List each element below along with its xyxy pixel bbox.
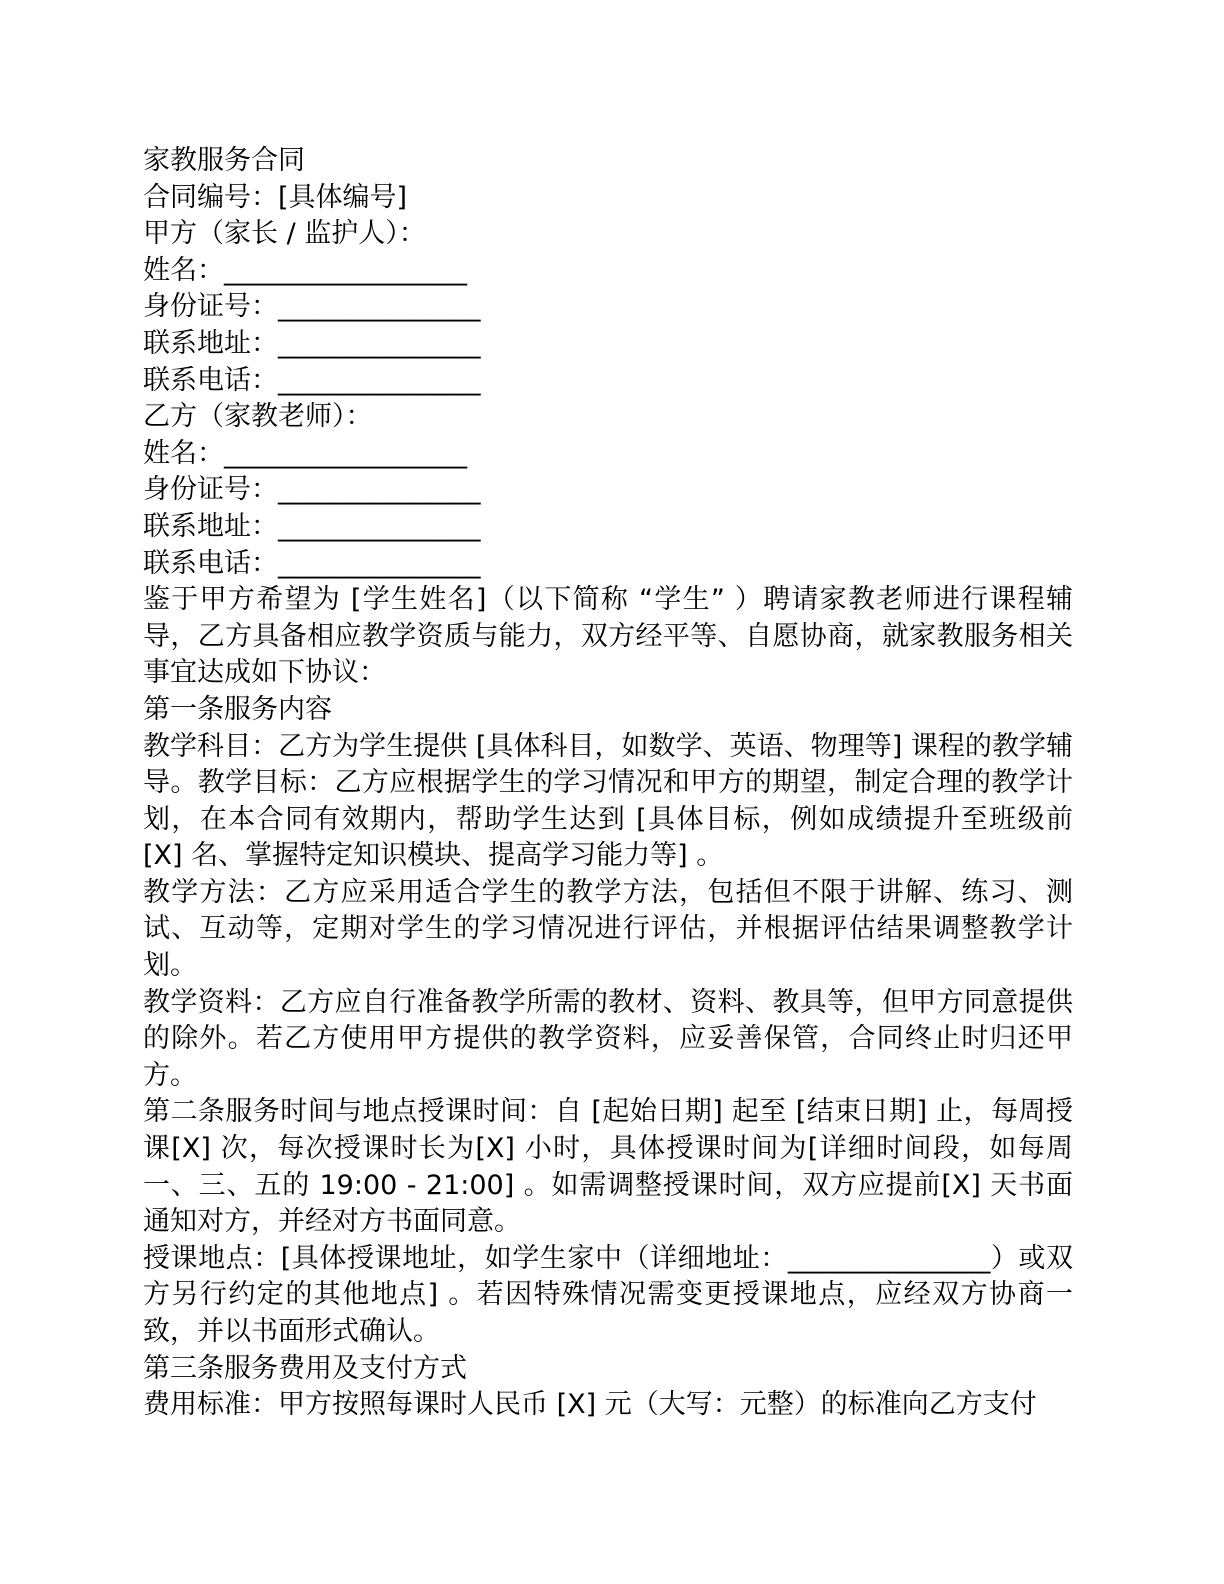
article-3-fee-paragraph: 费用标准：甲方按照每课时人民币 [X] 元（大写：元整）的标准向乙方支付	[143, 1389, 1037, 1421]
article-1-materials-paragraph: 教学资料：乙方应自行准备教学所需的教材、资料、教具等，但甲方同意提供的除外。若乙方使用甲方提供的教学资料，应妥善保管，合同终止时归还甲方。	[143, 986, 1073, 1091]
article-3-heading: 第三条服务费用及支付方式	[143, 1352, 467, 1384]
party-a-name-field: 姓名：__________________	[143, 254, 467, 286]
document-title: 家教服务合同	[143, 145, 305, 176]
preamble-paragraph: 鉴于甲方希望为 [学生姓名]（以下简称 “学生” ）聘请家教老师进行课程辅导，乙方具备相应教学资质与能力，双方经平等、自愿协商，就家教服务相关事宜达成如下协议：	[143, 584, 1073, 689]
article-2-time-paragraph: 第二条服务时间与地点授课时间：自 [起始日期] 起至 [结束日期] 止，每周授课[X] 次，每次授课时长为[X] 小时，具体授课时间为[详细时间段，如每周一、三、五的 19:00 - 21:00] 。如需调整授课时间，双方应提前[X] 天书面通知对方，并经对方书面同意。	[143, 1096, 1073, 1238]
contract-page	[143, 143, 1073, 1424]
article-1-method-paragraph: 教学方法：乙方应采用适合学生的教学方法，包括但不限于讲解、练习、测试、互动等，定期对学生的学习情况进行评估，并根据评估结果调整教学计划。	[143, 876, 1073, 982]
party-a-id-field: 身份证号：_______________	[143, 291, 481, 323]
contract-number: 合同编号：[具体编号]	[143, 181, 408, 213]
party-b-phone-field: 联系电话：_______________	[143, 547, 481, 579]
party-b-id-field: 身份证号：_______________	[143, 474, 481, 506]
article-1-heading: 第一条服务内容	[143, 693, 332, 725]
party-b-heading: 乙方（家教老师）：	[143, 401, 373, 433]
party-b-name-field: 姓名：__________________	[143, 437, 467, 469]
article-2-location-paragraph: 授课地点：[具体授课地址，如学生家中（详细地址：_______________）或双方另行约定的其他地点] 。若因特殊情况需变更授课地点，应经双方协商一致，并以书面形式确认。	[143, 1242, 1073, 1347]
party-b-address-field: 联系地址：_______________	[143, 510, 481, 542]
party-a-address-field: 联系地址：_______________	[143, 327, 481, 359]
article-1-subject-paragraph: 教学科目：乙方为学生提供 [具体科目，如数学、英语、物理等] 课程的教学辅导。教学目标：乙方应根据学生的学习情况和甲方的期望，制定合理的教学计划，在本合同有效期内，帮助学生达到 [具体目标，例如成绩提升至班级前 [X] 名、掌握特定知识模块、提高学习能力等] 。	[143, 730, 1073, 872]
party-a-phone-field: 联系电话：_______________	[143, 364, 481, 396]
party-a-heading: 甲方（家长 / 监护人）：	[143, 218, 426, 250]
